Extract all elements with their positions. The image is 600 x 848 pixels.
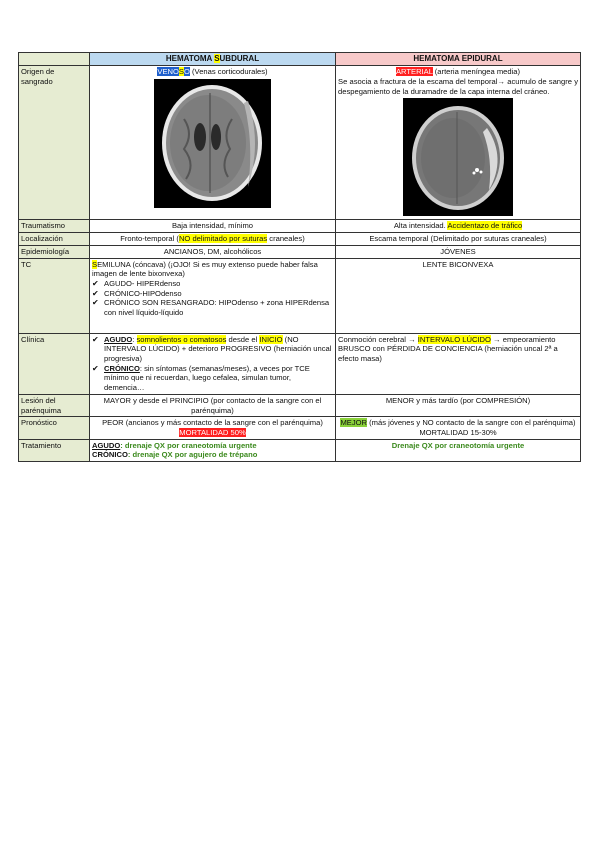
tc-sub-list	[92, 279, 333, 318]
header-subdural-s: S	[214, 54, 220, 63]
tc-item-resangrado: CRÓNICO SON RESANGRADO: HIPOdenso + zona HIPERdensa con nivel líquido-líquido	[104, 298, 330, 318]
list-item	[92, 279, 333, 289]
trauma-epidural	[336, 220, 581, 233]
clinica-inicio-highlight: INICIO	[259, 334, 283, 344]
label-clinica: Clínica	[19, 333, 90, 394]
clinica-agudo-highlight: somnolientos o comatosos	[136, 334, 227, 344]
row-localizacion	[19, 233, 581, 246]
clinica-sub-list	[92, 335, 333, 393]
pronostico-epi-highlight: MEJOR	[340, 418, 368, 428]
epi-epidural: JÓVENES	[336, 245, 581, 258]
local-sub-b: craneales)	[267, 234, 305, 244]
pronostico-sub-mortality: MORTALIDAD 50%	[179, 428, 246, 438]
list-item	[92, 335, 333, 364]
header-epidural: HEMATOMA EPIDURAL	[336, 53, 581, 66]
label-pronostico: Pronóstico	[19, 417, 90, 439]
pronostico-subdural	[90, 417, 336, 439]
tc-epidural: LENTE BICONVEXA	[336, 258, 581, 333]
veno-part2: O	[184, 67, 190, 77]
label-tratamiento: Tratamiento	[19, 439, 90, 461]
trauma-subdural: Baja intensidad, mínimo	[90, 220, 336, 233]
origen-epidural-title	[338, 67, 578, 77]
row-lesion	[19, 394, 581, 416]
clinica-agudo-b: desde el	[226, 334, 260, 344]
tc-item-cronico: CRÓNICO-HIPOdenso	[104, 288, 182, 298]
label-origen: Origen de sangrado	[19, 66, 90, 220]
checkmark-icon: ✔	[92, 278, 99, 288]
clinica-epi-a: Conmoción cerebral →	[338, 334, 418, 344]
row-epidemiologia	[19, 245, 581, 258]
label-epidemiologia: Epidemiología	[19, 245, 90, 258]
epi-subdural: ANCIANOS, DM, alcohólicos	[90, 245, 336, 258]
label-lesion: Lesión del parénquima	[19, 394, 90, 416]
list-item	[92, 298, 333, 317]
origen-epidural-desc: Se asocia a fractura de la escama del temporal→ acumulo de sangre y despegamiento de la duramadre de la capa interna del cráneo.	[338, 76, 578, 96]
trauma-epi-highlight: Accidentazo de tráfico	[447, 221, 523, 231]
arterial-label: ARTERIAL	[395, 67, 433, 77]
local-subdural	[90, 233, 336, 246]
row-tc	[19, 258, 581, 333]
clinica-cronico-text: : sin síntomas (semanas/meses), a veces por TCE mínimo que ni recuerdan, luego cefalea, simulan tumor, demencia…	[104, 363, 310, 393]
tratamiento-cronico-text: : drenaje QX por agujero de trépano	[127, 450, 258, 460]
veno-rest: (Venas corticodurales)	[189, 67, 268, 77]
tc-item-agudo: AGUDO- HIPERdenso	[104, 278, 181, 288]
tratamiento-subdural	[90, 439, 336, 461]
row-pronostico	[19, 417, 581, 439]
clinica-epi-b: → empeoramiento BRUSCO con PÉRDIDA DE CONCIENCIA (herniación uncal 2ª a efecto masa)	[338, 334, 558, 363]
pronostico-epi-text	[338, 418, 578, 428]
label-tc: TC	[19, 258, 90, 333]
row-traumatismo	[19, 220, 581, 233]
subdural-ct-image	[154, 79, 271, 208]
pronostico-sub-text: PEOR (ancianos y más contacto de la sangre con el parénquima)	[102, 418, 323, 428]
header-subdural	[90, 53, 336, 66]
lesion-subdural: MAYOR y desde el PRINCIPIO (por contacto de la sangre con el parénquima)	[90, 394, 336, 416]
lesion-epidural: MENOR y más tardío (por COMPRESIÓN)	[336, 394, 581, 416]
tc-subdural	[90, 258, 336, 333]
tratamiento-agudo-label: AGUDO	[92, 440, 121, 450]
veno-s: S	[178, 67, 184, 77]
header-empty-cell	[19, 53, 90, 66]
row-origen	[19, 66, 581, 220]
tratamiento-epidural: Drenaje QX por craneotomía urgente	[336, 439, 581, 461]
pronostico-epi-mortality: MORTALIDAD 15-30%	[419, 428, 497, 438]
pronostico-epi-rest: (más jóvenes y NO contacto de la sangre con el parénquima)	[367, 418, 576, 428]
clinica-cronico-label: CRÓNICO	[104, 363, 140, 373]
local-sub-highlight: NO delimitado por suturas	[178, 234, 268, 244]
arterial-rest: (arteria meníngea media)	[432, 67, 521, 77]
pronostico-epidural	[336, 417, 581, 439]
tratamiento-cronico	[92, 450, 333, 460]
local-sub-a: Fronto-temporal (	[120, 234, 179, 244]
header-subdural-prefix: HEMATOMA	[165, 54, 215, 63]
header-subdural-rest: UBDURAL	[219, 54, 260, 63]
checkmark-icon: ✔	[92, 363, 99, 373]
clinica-epi-highlight: INTERVALO LÚCIDO	[417, 334, 491, 344]
veno-part1: VENO	[157, 67, 179, 77]
tratamiento-agudo	[92, 441, 333, 451]
tratamiento-cronico-label: CRÓNICO	[92, 450, 128, 460]
origen-epidural	[336, 66, 581, 220]
row-tratamiento	[19, 439, 581, 461]
label-traumatismo: Traumatismo	[19, 220, 90, 233]
origen-subdural-text	[92, 67, 333, 77]
trauma-epi-text: Alta intensidad.	[393, 221, 448, 231]
checkmark-icon: ✔	[92, 298, 99, 308]
checkmark-icon: ✔	[92, 288, 99, 298]
clinica-agudo-a: :	[132, 334, 137, 344]
tc-sub-s: S	[92, 259, 98, 269]
tratamiento-agudo-text: : drenaje QX por craneotomía urgente	[120, 440, 257, 450]
tc-sub-line1: EMILUNA (cóncava) (¡OJO! Si es muy extenso puede haber falsa imagen de lente bixonvexa)	[92, 259, 318, 279]
list-item	[92, 289, 333, 299]
comparison-table	[18, 52, 581, 462]
clinica-agudo-c: (NO INTERVALO LÚCIDO) + deterioro PROGRESIVO (herniación uncal progresiva)	[104, 334, 332, 363]
clinica-agudo-label: AGUDO	[104, 334, 133, 344]
pronostico-sub-mortality-row	[92, 428, 333, 438]
clinica-subdural	[90, 333, 336, 394]
label-localizacion: Localización	[19, 233, 90, 246]
checkmark-icon: ✔	[92, 334, 99, 344]
tc-sub-intro	[92, 260, 333, 279]
header-row	[19, 53, 581, 66]
origen-subdural	[90, 66, 336, 220]
row-clinica	[19, 333, 581, 394]
list-item	[92, 364, 333, 393]
local-epidural: Escama temporal (Delimitado por suturas craneales)	[336, 233, 581, 246]
clinica-epidural	[336, 333, 581, 394]
epidural-ct-image	[403, 98, 513, 216]
